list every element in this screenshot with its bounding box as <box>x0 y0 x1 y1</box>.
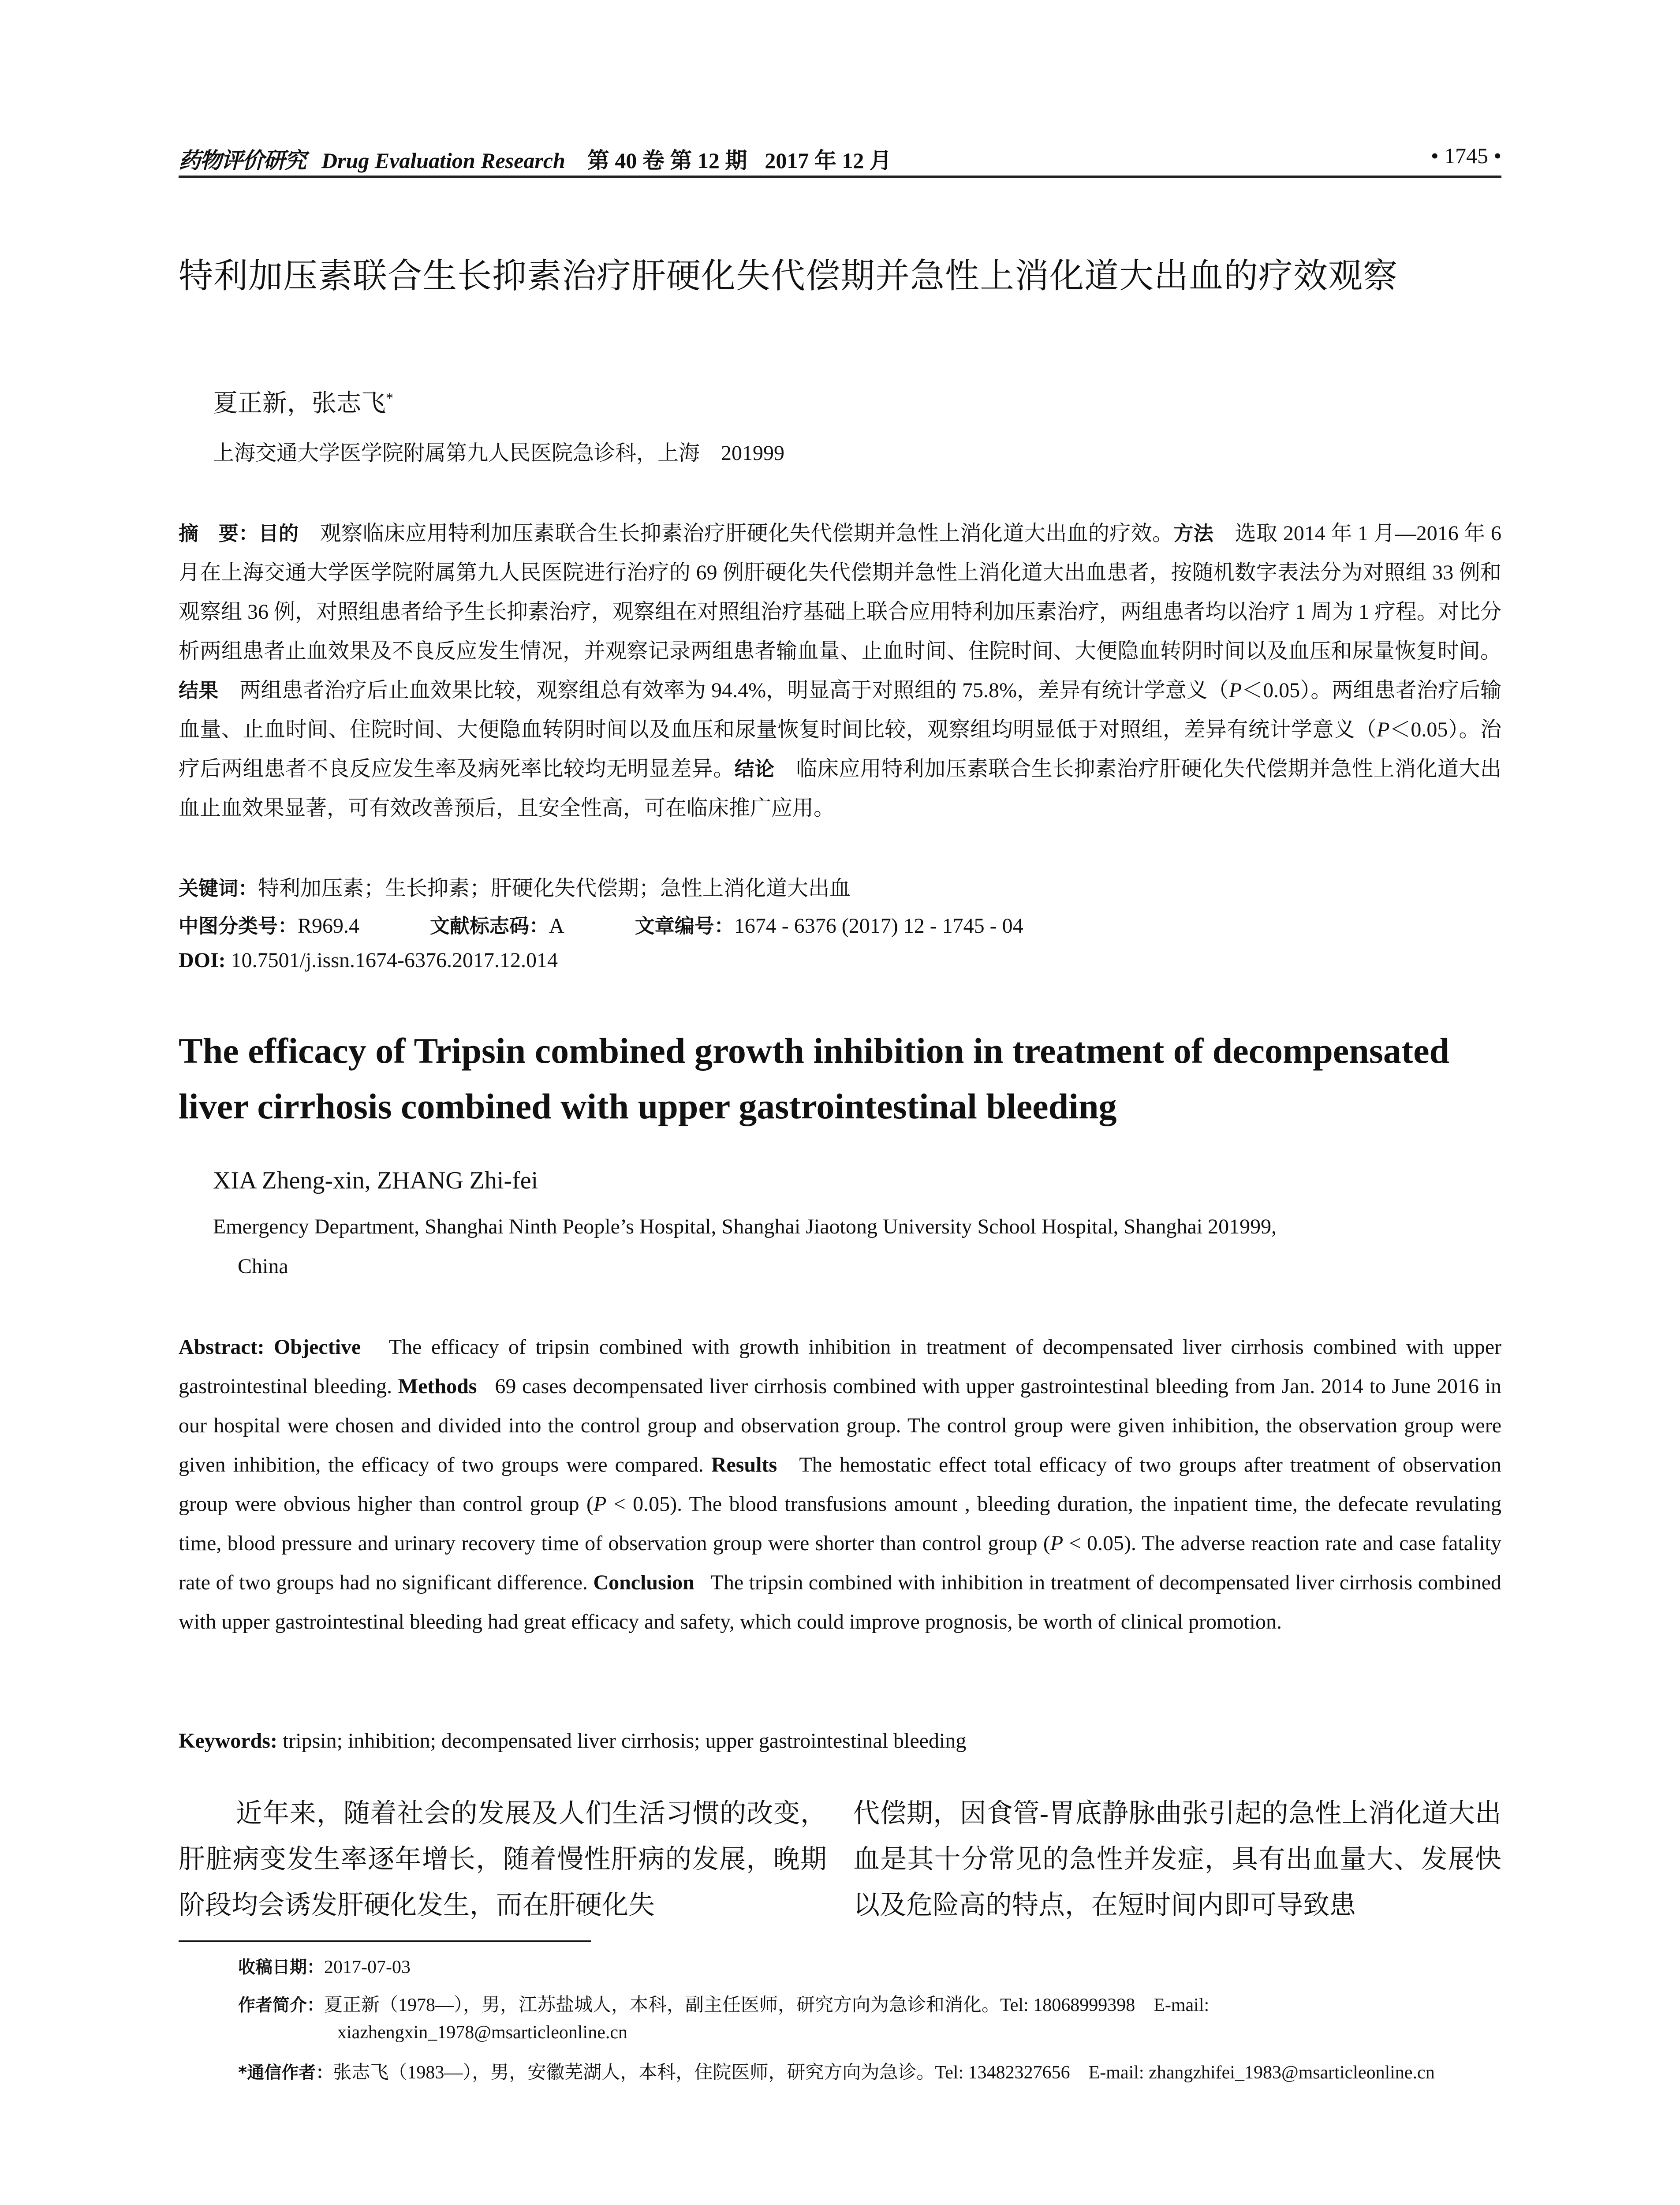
conclusion-en: The tripsin combined with inhibition in treatment of decompensated liver cirrhosis combined with upper gastrointestinal bleeding had great efficacy and safety, which could improve prognosis, be worth of clinical promotion. <box>179 1571 1502 1633</box>
corr-text: 张志飞（1983—），男，安徽芜湖人，本科，住院医师，研究方向为急诊。Tel: 13482327656 E-mail: zhangzhifei_1983@msarticleonline.cn <box>333 2063 1435 2083</box>
volume-issue: 第 40 卷 第 12 期 <box>587 148 747 173</box>
results-en-part2: < 0.05). The blood transfusions amount , bleeding duration, the inpatient time, the defecate revulating time, blood pressure and urinary recovery time of observation group were shorter than control group ( <box>179 1492 1502 1555</box>
abstract-cn <box>179 514 1501 828</box>
issue-date: 2017 年 12 月 <box>765 148 892 173</box>
affiliation-en-line2: China <box>238 1255 288 1278</box>
article-title-cn: 特利加压素联合生长抑素治疗肝硬化失代偿期并急性上消化道大出血的疗效观察 <box>179 256 1398 296</box>
authors-cn-names: 夏正新，张志飞 <box>213 390 386 417</box>
footnote-bio <box>238 1990 1209 2017</box>
objective-cn: 观察临床应用特利加压素联合生长抑素治疗肝硬化失代偿期并急性上消化道大出血的疗效。 <box>320 522 1174 545</box>
methods-cn-label: 方法 <box>1173 522 1214 545</box>
results-en-part3: < 0.05). The adverse reaction rate and case fatality rate of two groups had no significant difference. <box>179 1532 1501 1594</box>
methods-cn: 选取 2014 年 1 月—2016 年 6 月在上海交通大学医学院附属第九人民医院进行治疗的 69 例肝硬化失代偿期并急性上消化道大出血患者，按随机数字表法分为对照组 33 例和观察组 36 例，对照组患者给予生长抑素治疗，观察组在对照组治疗基础上联合应用特利加压素治疗，两组患者均以治疗 1 周为 1 疗程。对比分析两组患者止血效果及不良反应发生情况，并观察记录两组患者输血量、止血时间、住院时间、大便隐血转阴时间以及血压和尿量恢复时间。 <box>179 522 1502 663</box>
bio-label: 作者简介： <box>238 1996 325 2015</box>
results-cn-part3: ＜0.05）。治疗后两组患者不良反应发生率及病死率比较均无明显差异。 <box>179 718 1501 781</box>
doc-code-label: 文献标志码： <box>430 914 549 938</box>
p-value-symbol: P <box>1050 1532 1064 1555</box>
keywords-en-text: tripsin; inhibition; decompensated liver cirrhosis; upper gastrointestinal bleeding <box>282 1729 967 1753</box>
affiliation-en <box>213 1207 1501 1286</box>
doi-line <box>179 948 558 972</box>
article-no-label: 文章编号： <box>635 914 734 938</box>
abstract-en-label: Abstract: <box>179 1335 265 1359</box>
received-date: 2017-07-03 <box>324 1957 411 1977</box>
affiliation-en-line1: Emergency Department, Shanghai Ninth People’s Hospital, Shanghai Jiaotong University School Hospital, Shanghai 201999, <box>213 1215 1277 1238</box>
keywords-en <box>179 1729 966 1753</box>
clc-label: 中图分类号： <box>179 914 298 938</box>
results-en-part1: The hemostatic effect total efficacy of two groups after treatment of observation group were obvious higher than control group ( <box>179 1453 1502 1516</box>
keywords-cn <box>179 871 851 901</box>
abstract-cn-label: 摘 要： <box>179 522 259 545</box>
conclusion-en-label: Conclusion <box>593 1571 694 1594</box>
footnote-bio-email[interactable]: xiazhengxin_1978@msarticleonline.cn <box>337 2022 627 2043</box>
p-value-symbol: P <box>1377 718 1390 741</box>
doc-code-value: A <box>549 914 564 938</box>
body-column-left: 近年来，随着社会的发展及人们生活习惯的改变，肝脏病变发生率逐年增长，随着慢性肝病的发展，晚期阶段均会诱发肝硬化发生，而在肝硬化失 <box>179 1799 827 1920</box>
clc-value: R969.4 <box>298 914 360 938</box>
article-no-value: 1674 - 6376 (2017) 12 - 1745 - 04 <box>734 914 1023 938</box>
corr-label: *通信作者： <box>238 2063 333 2083</box>
header-journal-info <box>179 143 892 175</box>
abstract-en <box>179 1327 1501 1641</box>
footnote-received <box>238 1954 411 1978</box>
objective-en-label: Objective <box>274 1335 361 1359</box>
corresponding-mark: * <box>386 390 393 407</box>
doi-link[interactable]: 10.7501/j.issn.1674-6376.2017.12.014 <box>231 949 558 972</box>
doi-label: DOI: <box>179 949 226 972</box>
running-header <box>179 140 1501 178</box>
received-label: 收稿日期： <box>238 1958 325 1977</box>
keywords-cn-label: 关键词： <box>179 877 258 900</box>
results-en-label: Results <box>711 1453 777 1476</box>
affiliation-cn: 上海交通大学医学院附属第九人民医院急诊科，上海 201999 <box>213 441 785 465</box>
authors-cn <box>213 384 393 419</box>
results-cn-part2: ＜0.05）。两组患者治疗后输血量、止血时间、住院时间、大便隐血转阴时间以及血压和尿量恢复时间比较，观察组均明显低于对照组，差异有统计学意义（ <box>179 679 1501 741</box>
keywords-en-label: Keywords: <box>179 1729 277 1753</box>
objective-en: The efficacy of tripsin combined with growth inhibition in treatment of decompensated liver cirrhosis combined with upper gastrointestinal bleeding. <box>179 1335 1502 1398</box>
article-title-en: The efficacy of Tripsin combined growth inhibition in treatment of decompensated liver cirrhosis combined with upper gastrointestinal bleeding <box>179 1031 1450 1126</box>
keywords-cn-text: 特利加压素；生长抑素；肝硬化失代偿期；急性上消化道大出血 <box>258 877 851 900</box>
authors-en: XIA Zheng-xin, ZHANG Zhi-fei <box>213 1167 538 1194</box>
conclusion-cn: 临床应用特利加压素联合生长抑素治疗肝硬化失代偿期并急性上消化道大出血止血效果显著，可有效改善预后，且安全性高，可在临床推广应用。 <box>179 757 1501 820</box>
p-value-symbol: P <box>593 1492 607 1516</box>
journal-name-en: Drug Evaluation Research <box>321 148 565 173</box>
results-cn-label: 结果 <box>179 679 219 702</box>
methods-en: 69 cases decompensated liver cirrhosis combined with upper gastrointestinal bleeding from Jan. 2014 to June 2016 in our hospital were chosen and divided into the control group and observation group. The control group were given inhibition, the observation group were given inhibition, the efficacy of two groups were compared. <box>179 1375 1502 1476</box>
journal-logo-cn: 药物评价研究 <box>179 147 306 173</box>
objective-cn-label: 目的 <box>258 522 299 545</box>
conclusion-cn-label: 结论 <box>734 757 775 781</box>
bio-text: 夏正新（1978—），男，江苏盐城人，本科，副主任医师，研究方向为急诊和消化。Tel: 18068999398 E-mail: <box>324 1995 1210 2015</box>
footnote-corresponding <box>238 2058 1435 2084</box>
footnote-divider <box>179 1940 591 1942</box>
p-value-symbol: P <box>1228 679 1242 702</box>
body-column-right: 代偿期，因食管-胃底静脉曲张引起的急性上消化道大出血是其十分常见的急性并发症，具有出血量大、发展快以及危险高的特点，在短时间内即可导致患 <box>853 1799 1501 1920</box>
page-number: • 1745 • <box>1430 143 1501 168</box>
results-cn-part1: 两组患者治疗后止血效果比较，观察组总有效率为 94.4%，明显高于对照组的 75.8%，差异有统计学意义（ <box>239 679 1229 702</box>
classification-line <box>179 910 1023 938</box>
methods-en-label: Methods <box>398 1375 477 1398</box>
